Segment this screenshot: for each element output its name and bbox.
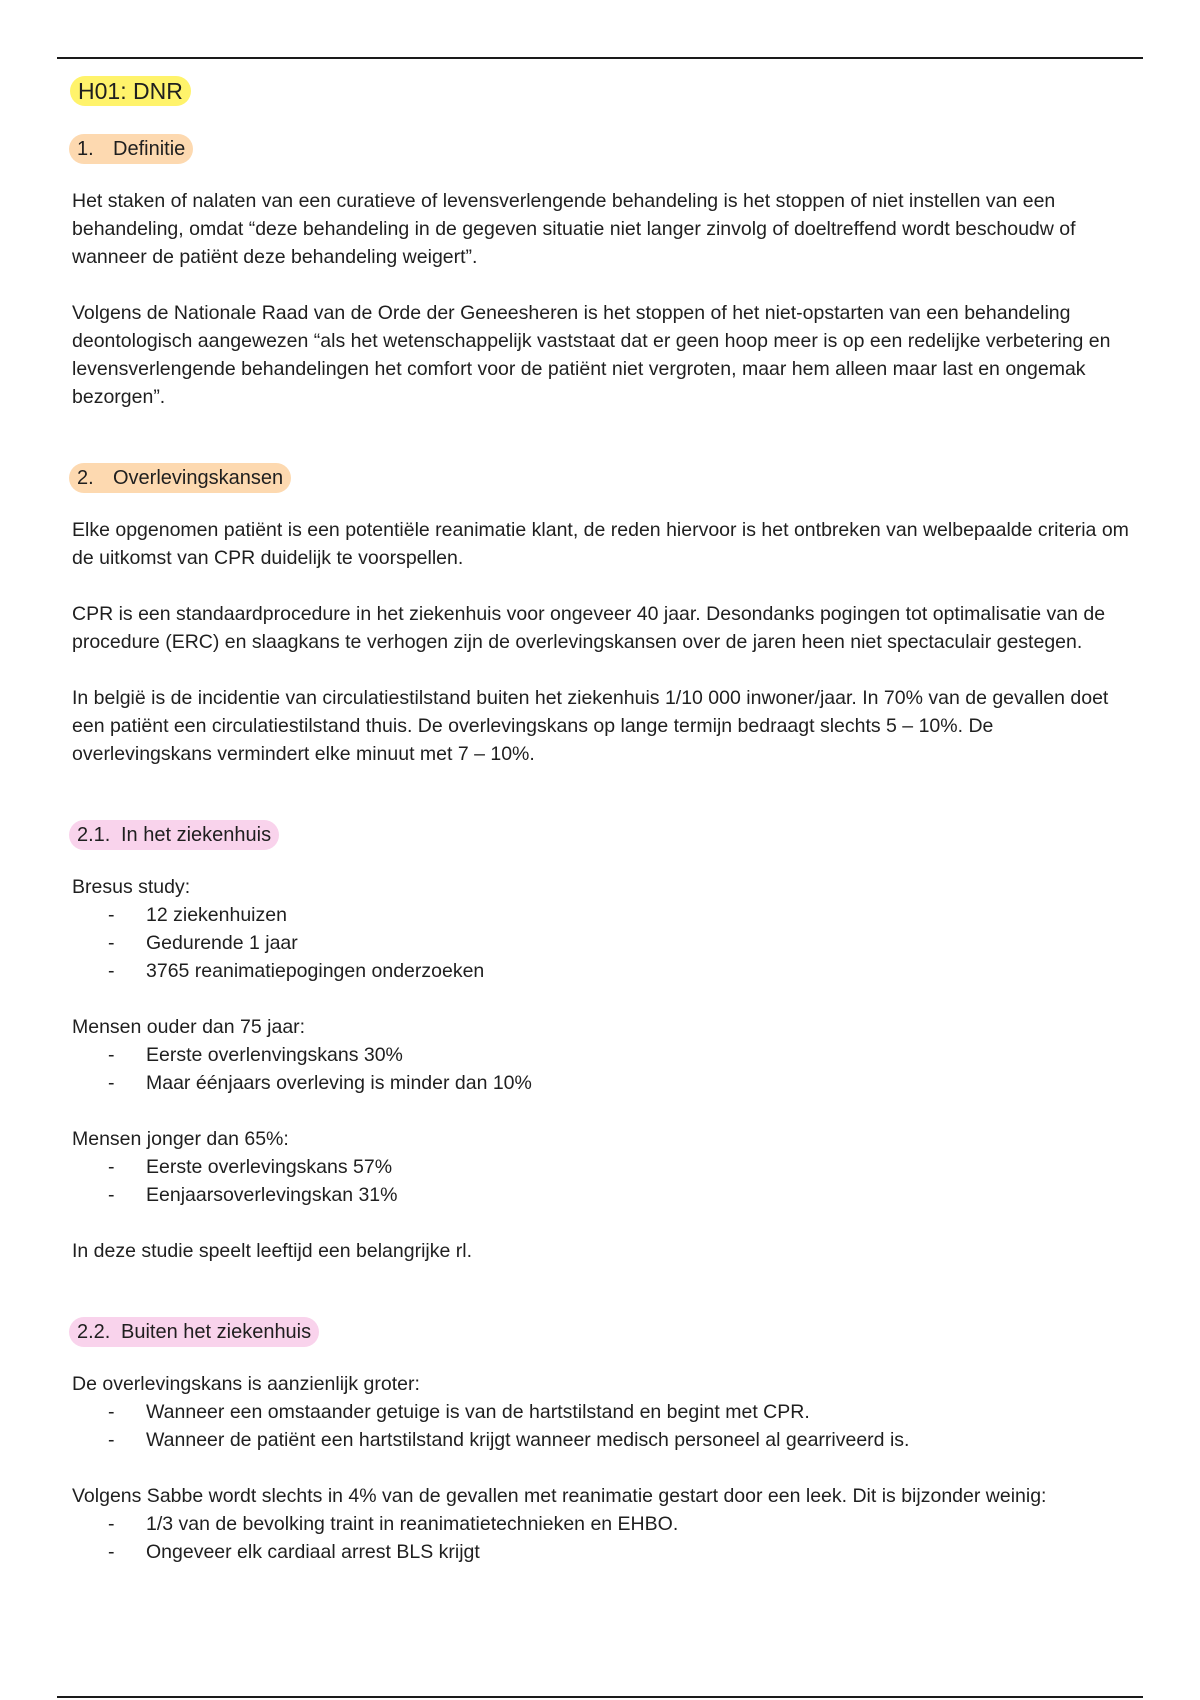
list-item: - Ongeveer elk cardiaal arrest BLS krijgt: [108, 1538, 1132, 1566]
paragraph: In deze studie speelt leeftijd een belangrijke rl.: [72, 1240, 472, 1262]
bullet-list: [72, 1398, 1132, 1454]
bullet-list: [72, 901, 1132, 985]
paragraph: Elke opgenomen patiënt is een potentiële reanimatie klant, de reden hiervoor is het ontbreken van welbepaalde criteria om de uitkomst van CPR duidelijk te voorspellen.: [72, 519, 1129, 569]
list-item: - Eerste overlenvingskans 30%: [108, 1041, 1132, 1069]
section-heading-in-het-ziekenhuis: 2.1. In het ziekenhuis: [69, 820, 279, 850]
paragraph: CPR is een standaardprocedure in het ziekenhuis voor ongeveer 40 jaar. Desondanks pogingen tot optimalisatie van de procedure (ERC) en slaagkans te verhogen zijn de overlevingskansen over de jaren heen niet spectaculair gestegen.: [72, 603, 1106, 653]
list-lead: De overlevingskans is aanzienlijk groter:: [72, 1373, 420, 1395]
list-item: - Gedurende 1 jaar: [108, 929, 1132, 957]
list-item: - Wanneer een omstaander getuige is van de hartstilstand en begint met CPR.: [108, 1398, 1132, 1426]
document-page: [72, 72, 1132, 1566]
paragraph: In belgië is de incidentie van circulatiestilstand buiten het ziekenhuis 1/10 000 inwoner/jaar. In 70% van de gevallen doet een patiënt een circulatiestilstand thuis. De overlevingskans op lange termijn bedraagt slechts 5 – 10%. De overlevingskans vermindert elke minuut met 7 – 10%.: [72, 687, 1109, 765]
paragraph: Volgens de Nationale Raad van de Orde der Geneesheren is het stoppen of het niet-opstarten van een behandeling deontologisch aangewezen “als het wetenschappelijk vaststaat dat er geen hoop meer is op een redelijke verbetering en levensverlengende behandelingen het comfort voor de patiënt niet vergroten, maar hem alleen maar last en ongemak bezorgen”.: [72, 302, 1111, 408]
bullet-list: [72, 1041, 1132, 1097]
chapter-title: H01: DNR: [70, 76, 191, 106]
bottom-rule: [57, 1696, 1143, 1698]
paragraph: Het staken of nalaten van een curatieve of levensverlengende behandeling is het stoppen of niet instellen van een behandeling, omdat “deze behandeling in de gegeven situatie niet langer zinvolg of doeltreffend wordt beschoudw of wanneer de patiënt deze behandeling weigert”.: [72, 190, 1076, 268]
list-lead: Mensen jonger dan 65%:: [72, 1128, 289, 1150]
top-rule: [57, 57, 1143, 59]
list-item: - 3765 reanimatiepogingen onderzoeken: [108, 957, 1132, 985]
section-heading-definitie: 1. Definitie: [69, 134, 193, 164]
list-item: - 1/3 van de bevolking traint in reanimatietechnieken en EHBO.: [108, 1510, 1132, 1538]
bullet-list: [72, 1153, 1132, 1209]
list-item: - Eerste overlevingskans 57%: [108, 1153, 1132, 1181]
section-heading-overlevingskansen: 2. Overlevingskansen: [69, 463, 291, 493]
list-item: - Wanneer de patiënt een hartstilstand krijgt wanneer medisch personeel al gearriveerd is.: [108, 1426, 1132, 1454]
section-heading-buiten-het-ziekenhuis: 2.2. Buiten het ziekenhuis: [69, 1317, 319, 1347]
list-item: - Eenjaarsoverlevingskan 31%: [108, 1181, 1132, 1209]
list-lead: Volgens Sabbe wordt slechts in 4% van de gevallen met reanimatie gestart door een leek. Dit is bijzonder weinig:: [72, 1485, 1047, 1507]
bullet-list: [72, 1510, 1132, 1566]
list-lead: Bresus study:: [72, 876, 191, 898]
list-lead: Mensen ouder dan 75 jaar:: [72, 1016, 306, 1038]
list-item: - 12 ziekenhuizen: [108, 901, 1132, 929]
list-item: - Maar éénjaars overleving is minder dan 10%: [108, 1069, 1132, 1097]
